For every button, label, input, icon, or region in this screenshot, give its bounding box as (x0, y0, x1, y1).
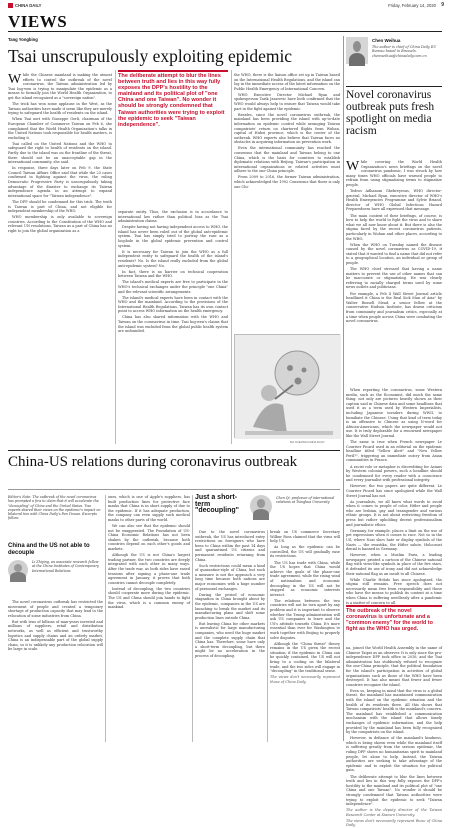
article2-column-2 (346, 388, 442, 603)
paragraph: Even the international community has reached the consensus that the mainland and Taiwan belong to one China, which is the basis for countries to establish diplomatic relations with Beijing. Taiwan's participation in international organizations or related activities must adhere to the one-China principle. (234, 146, 340, 174)
paragraph: When reporting the coronavirus, some Western media, such as the Economist, did much the same thing: not only are pictures heavily shown as their caption said in Chinese data and some headlines that used it as a term used by Western Imperialists, including Japanese invaders during WWII, to humiliate the Chinese. Using that kind of term today is an offensive to Chinese as using N-word for African-Americans, which the newspaper would not use. It is truly deplorable for a renowned newspaper like the Wall Street Journal. (346, 388, 442, 438)
column-divider (192, 495, 193, 742)
article3-column-2 (108, 495, 190, 742)
paragraph: Instead of decoupling, the two countries should cooperate more during the epidemic. The US and China should join hands to fight the virus, which is a common enemy of mankind. (108, 586, 190, 610)
article3-subrule (8, 489, 340, 490)
article3-column-1 (8, 600, 103, 742)
paragraph: The main context of their briefings, of course, is how to help the world to fight the virus and to share what we all now know about it. But there is also the stigma faced by the recent coronavirus patients, particularly in Wuhan and other places, according to the WHO. (346, 213, 442, 241)
paragraph: The trick has won some applause in the West, as the Taiwan authorities have made it seem like they are merely trying to safeguard the health of residents on the island. (8, 102, 113, 116)
article3-column-4 (270, 530, 340, 742)
column-divider (115, 70, 116, 444)
article3-subhead-a: China and the US not able to decouple (8, 543, 90, 556)
paragraph: the WHO, there is the liaison office set up in Taiwan based on the International Health Regulations, and the island can log in the immediate access of the latest information on the Public Health Emergency of International Concern. (234, 73, 340, 91)
paragraph: Tedros Adhanom Ghebreyesus, WHO director-general, Michael Ryan, executive director of WHO's Health Emergencies Programme and Sylvie Briand, director of WHO Global Infectious Hazard Preparedness have all expressed that message. (346, 189, 442, 212)
article1-column-2 (118, 210, 228, 443)
issue-date: Friday, February 14, 2020 (388, 3, 436, 8)
paragraph: The same is true when French newspaper Le Courrier Picard used in an editorial on the epidemic headline titled "Yellow Alert" and "New Yellow Peril?", triggering an immediate outcry from Asian communities in France. (346, 440, 442, 463)
paragraph: The island's medical experts are free to participate in the WHO's technical exchanges under the principle "one China" and the relevant scientific arrangements. (118, 280, 228, 294)
paragraph: Besides, since the novel coronavirus outbreak, the mainland has been providing the island with up-to-date information on epidemic control while arranging Taiwan compatriots' return on chartered flights from Wuhan, capital of Hubei province, which is the center of the outbreak. WHO experts also believe that Taiwan faces no obstacles in acquiring information on prevention work. (234, 112, 340, 145)
paragraph: During the period of economic stagnation in China brought about by the epidemic, companies in the US are launching to break the market and its manufacturing plans and shift some production lines outside China. (195, 592, 265, 620)
paragraph: break on US commerce Secretary Wilbur Ross claimed that the virus will help US. (270, 530, 340, 544)
article2-pullquote: The outbreak of the novel coronavirus is unfortunate and a "common enemy" for the world to fight as the WHO has urged. (346, 608, 433, 632)
pullquote-rule (118, 70, 228, 72)
column-divider (105, 495, 106, 742)
article2-author-name: Chen Weihua (372, 38, 401, 43)
disclaimer-note: The views don't necessarily represent those of China Daily. (346, 818, 442, 828)
article1-pullquote: The deliberate attempt to blur the lines between truth and lies in this way fully exposes the DPP's hostility to the mainland and its political plot of "one China and one Taiwan". No wonder it should be strongly condemned that Taiwan authorities were trying to exploit the epidemic to seek "Taiwan independence". (118, 73, 225, 128)
column-divider (343, 36, 344, 741)
paragraph: Tsai called on the United Nations and the WHO to safeguard the right to health of residents on the island. Partly due to the island was on the frontline of the threat, there should not be an unacceptable gap in the international community, she said. (8, 141, 112, 165)
expert-photo-chen-qi (250, 495, 272, 517)
article1-column-1 (8, 73, 112, 443)
paragraph: When the WHO on Tuesday named the disease caused by the novel coronavirus as COVID-19, it stated that it wanted to find a name that did not refer to a geographical location, an individual or group of people. (346, 242, 442, 265)
article2-rule (346, 86, 442, 87)
article1-byline: Tang Yongbing (8, 37, 38, 42)
paragraph: But leaving China for other markets is unrealistic for large manufacturing companies, who need the huge market and the complete supply chain that China has. Therefore, some have only a short-term decoupling, but there might be no acceleration in the process of decoupling. (195, 621, 265, 658)
paragraph: A racist role or metaphor is discrediting for Asians by Western colonial powers, such a headline should be condemned for every reader with a conscience and every journalist with professional integrity. (346, 464, 442, 483)
expert1-caption: Li Zhiying, an associate research fellow at the China Institutes of Contemporary International Relations (32, 560, 99, 573)
paragraph: The WHO chief stressed that having a name matters to prevent the use of other names that can be inaccurate or stigmatizing. He was clearly referring to racially charged terms used by some news outlets and politicians. (346, 267, 442, 290)
article3-column-3 (195, 530, 265, 742)
paragraph: WHO Executive Director Michael Ryan and spokesperson Tarik Jasarevic have both confirmed that the WHO would always help to ensure that Taiwan would take part in the fight against the epidemic. (234, 92, 340, 111)
paragraph: As journalists, we all know what words to avoid when it comes to people of color, Hitler and people who are lesbian, gay and transgender and various ethnic groups. It is not about restricting freedom of press but rather upholding decent professionalism and journalistic ethics. (346, 499, 442, 527)
masthead (0, 0, 450, 10)
paragraph: Germany, for example, places a limit on the use of pet expressions when it comes to race. Not so in the US, where Nazi slurs hate or display symbols of the Nazis — the swastika, the Hitler salute, Holocaust denial is banned in Germany. (346, 528, 442, 552)
page-number: 9 (441, 2, 444, 8)
paragraph: Despite having not having independent access to WHO, the island has never been ruled out of the global anti-epidemic system. Tsai has simply tried to portray the ruse as a loophole in the global epidemic prevention and control system. (118, 225, 228, 248)
paragraph: In response, three days later on Feb 9, the State Council Taiwan Affairs Office said that while the 23 cases confirmed in fighting against the virus, the ruling Democratic Progressive Party is unscrupulously taking advantage of the disaster to exchange its Taiwan independence agenda in an attempt to expand international space for "Taiwan independence". (8, 166, 112, 198)
paragraph: Even so, keeping in mind that the virus is a global threat, the mainland has maintained communication with the island on the epidemic situation and the health of its residents there. All this shows that Taiwan compatriots' health is the mainland's concern. The mainland has established a communication mechanism with the island that allows timely exchanges of epidemic information, and the help provided by the mainland has been fully recognized by the compatriots on the island. (346, 688, 442, 735)
column-divider (267, 530, 268, 742)
editors-note (8, 495, 103, 521)
paragraph: It is necessary for Taiwan to join the WHO as a full independent entity to safeguard the health of the island's residents? No. Is the island really excluded from the global anti-epidemic system? No. (118, 249, 228, 268)
paragraph: separate entity. Thus, the exclusion is in accordance to international law rather than political bias as the Tsai administration claims. (118, 210, 228, 224)
paragraph: But with tens of billions of man-years invested and millions of suppliers, retail and distribution networks, as well as efficient and trustworthy logistics and supply chains and an orderly market, China is an indispensable part of the global supply chain, so it is unlikely any production relocation will be large in scale. (8, 619, 103, 652)
article1-headline: Tsai unscrupulously exploiting epidemic (8, 46, 293, 66)
paragraph: As long as the epidemic can be controlled, the US will gradually ease its restrictions. (270, 545, 340, 559)
paragraph: However, in defiance of the mainland's kindness, which is being shown even while the mainland itself is suffering greatly from the serious epidemic, the ruling DPP shows no humanitarian spirit to mainland people, let alone to help. Instead, the Taiwan authorities are seeking to take advantage of the epidemic and to exploit the situation for political gain. (346, 736, 442, 773)
author-photo-chen-weihua (346, 37, 368, 64)
paragraph: China has also shared information with the WHO and Taiwan on the coronavirus in time. Tsai Ing-wen's claims that the island was excluded from the global public health system are unfounded. (118, 315, 228, 334)
editorial-cartoon (234, 334, 340, 438)
paragraph: ones, which is one of Apple's suppliers, has built production lines for protective face masks that China is in short supply of due to the epidemic. If it has adequate production, the company can even supply such medical masks to other parts of the world. (108, 495, 190, 522)
paragraph: The US has trade with China, while the US hopes that China would achieve the goals of the phase-one trade agreement, while the rising wind of nationalism and economic decoupling in the US will not be stopped as economic interests interact. (270, 560, 340, 597)
paragraph: The DPP should be condemned for this trick. The truth is Taiwan is part of China, and not eligible for independent membership of the WHO. (8, 199, 112, 214)
paragraph: Although the "China threat" theory remains in the US given the recent situation, if the epidemic in China can be quickly contained, the US will not bring to a cooling on the bilateral trade, and the two sides will engage in "decoupling" in the traditional sense. (270, 641, 340, 674)
paragraph: From 2009 to 2016, the former Taiwan administration, which acknowledged the 1992 Consensus that there is only one Chi- (234, 175, 340, 189)
paragraph: However, the two papers are quite different. Le Courrier Picard has since apologized while the Wall Street Journal has not. (346, 484, 442, 498)
cartoon-credit: MA XUEJING/CHINA DAILY (290, 440, 325, 444)
paragraph: In fact, there is no barrier on technical cooperation between Taiwan and the WHO. (118, 269, 228, 279)
paragraph: na, joined the World Health Assembly in the name of Chinese Taipei as an observer. It is only since the pro-independence DPP took office in 2016, and the Tsai administration has stubbornly refused to recognize the one-China principle, that the political foundation for the island's participation in activities of global organizations such as those of the WHO have been destroyed. It has also meant that fewer and fewer countries recognize the island. (346, 646, 442, 687)
paragraph: However, when a Muslim Paris, a leading newspaper, printed a cartoon of the Chinese national flag with virus-like symbols in place of the five stars, it defended its use of irony and did not acknowledge their national flag as an insult to all Chinese. (346, 553, 442, 576)
paragraph: The deliberate attempt to blur the lines between truth and lies in this way fully exposes the DPP's hostility to the mainland and its political plot of "one China and one Taiwan". No wonder it should be strongly condemned that Taiwan authorities were trying to exploit the epidemic to seek "Taiwan independence". (346, 774, 442, 807)
paragraph: The novel coronavirus outbreak has restricted the movement of people and created a temporary shortage of production capacity that may lead to the relocation of some industries from China. (8, 600, 103, 618)
brand-mark-icon (8, 3, 13, 8)
paragraph: While Charlie Hebdo has since apologized, the stigma still remains. Free speech does not necessarily mean free from responsibility and those who have the means to publish its content at a time when China is suffering needlessly after a pandemic is a matter of concern to all. (346, 577, 442, 605)
paragraph: Due to the novel coronavirus outbreak, the US has introduced entry restrictions on foreigners who have been to China within the past 14 days and quarantined US citizens and permanent residents returning from China. (195, 530, 265, 562)
article2-author-title: The author is chief of China Daily EU Bureau based in Brussels. chenweihua@chinadaily.com.cn (372, 45, 437, 58)
paragraph: WHO membership is only available to sovereign countries. According to the Constitution of the WHO and relevant UN resolutions, Taiwan as a part of China has no right to join the global organization as a (8, 215, 112, 233)
expert2-caption: Chen Qi, professor of international relations at Tsinghua University (276, 496, 335, 505)
paragraph: We can also see that the epidemic should not be exaggerated. The Foundation of US-China Economic Relations has not been shaken by the outbreak, because both countries depend on each other's goods and markets. (108, 524, 190, 552)
paragraph: When Tsai met with Giuseppe Gerli, chairman of the European Chamber of Commerce Taiwan on Feb 6, she complained that the World Health Organization's talks in the United Nations took responsible for health matters, is excluding it. (8, 117, 112, 140)
article1-column-3 (234, 73, 340, 331)
article2-dropcap: W (346, 159, 360, 174)
paragraph: The island's medical experts have been in contact with the WHO and the mainland. According to the provisions of the International Health Regulations, Taiwan has its own contact point to access WHO information on the health emergency. (118, 295, 228, 314)
expert-photo-li-zhiying (8, 560, 28, 580)
paragraph: The relations between the two countries will not be torn apart by any problem and it is important to observe whether the Trump administration will ask US companies to leave and the US's attitude towards China. It's more essential than ever for Washington to work together with Beijing to properly solve disputes. (270, 598, 340, 640)
paragraph: For example, a Feb 4 Wall Street Journal article headlined it China is the Real Sick Man of Asia" by Walter Russell Mead, a senior fellow at the conservative Hudson Institute, has drawn criticism from community and journalism critics, especially at a time when people across China were combating the novel coronavirus. (346, 291, 442, 324)
paragraph: hile covering the World Health Organization's news briefings on the novel coronavirus pandemic, I was struck by how many times WHO officials have warned people to refrain from using stigmatizing terms to stigmatize people. (346, 160, 442, 187)
section-rule (8, 31, 442, 32)
disclaimer-note: The views don't necessarily represent those of China Daily. (270, 675, 340, 684)
brand-logo (8, 3, 41, 8)
column-divider (231, 70, 232, 444)
author-note: The author is the deputy director of the Taiwan Research Center at Xiamen University. (346, 808, 442, 817)
article2-column-1 (346, 160, 442, 386)
article2-headline: Novel coronavirus outbreak puts fresh spotlight on media racism (346, 89, 435, 138)
article3-subhead-b: Just a short-term "decoupling" (195, 494, 239, 514)
editors-note-text: Editor's Note: The outbreak of the novel coronavirus has prompted a few to claim that it will accelerate the "decoupling" of China and the United States. Two experts shared their views on the epidemic's impact on bilateral ties with China Daily's Pan Yixuan. Excerpts follow: (8, 495, 101, 521)
pullquote-rule (346, 605, 442, 607)
article1-dropcap: W (8, 72, 22, 87)
paragraph: Although the US is not China's largest trading partner, the two countries are deeply integrated with each other in many ways. After the trade war, as both sides have eased tensions after signing a phase-one trade agreement in January, it proves that both countries cannot decouple completely. (108, 553, 190, 585)
paragraph: hile the Chinese mainland is making the utmost efforts to control the outbreak of the novel coronavirus, the Taiwan administration led by Tsai Ing-wen is trying to manipulate the epidemic as a means to formally join the World Health Organization, to get the island recognized as a "sovereign nation". (8, 73, 112, 100)
section-title: VIEWS (8, 12, 68, 31)
article3-rule (8, 450, 340, 451)
paragraph: Such restrictions could mean a kind of quarantine-style of China, but such a measure is not the approach a very long time because both nations are major economies with a huge number of personnel exchanges. (195, 563, 265, 591)
article2-column-3 (346, 646, 442, 828)
article3-headline: China-US relations during coronavirus outbreak (8, 454, 298, 470)
brand-name: CHINA DAILY (15, 3, 42, 8)
cartoon-illustration-icon (235, 335, 341, 439)
